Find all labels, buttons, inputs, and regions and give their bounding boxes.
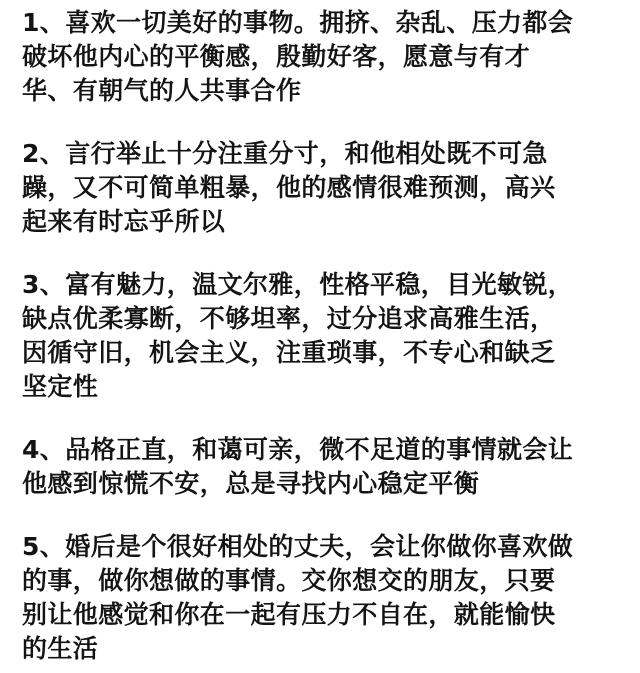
document-body [22,6,628,666]
paragraph-4: 4、品格正直，和蔼可亲，微不足道的事情就会让 他感到惊慌不安，总是寻找内心稳定平衡 [22,435,574,498]
paragraph-2: 2、言行举止十分注重分寸，和他相处既不可急 躁，又不可简单粗暴，他的感情很难预测，高兴 起来有时忘乎所以 [22,139,556,236]
paragraph-1: 1、喜欢一切美好的事物。拥挤、杂乱、压力都会 破坏他内心的平衡感，殷勤好客，愿意与有才 华、有朝气的人共事合作 [22,8,574,105]
paragraph-5: 5、婚后是个很好相处的丈夫，会让你做你喜欢做 的事，做你想做的事情。交你想交的朋友，只要 别让他感觉和你在一起有压力不自在，就能愉快 的生活 [22,532,574,663]
paragraph-3: 3、富有魅力，温文尔雅，性格平稳，目光敏锐， 缺点优柔寡断，不够坦率，过分追求高雅生活， 因循守旧，机会主义，注重琐事，不专心和缺乏 坚定性 [22,270,574,401]
